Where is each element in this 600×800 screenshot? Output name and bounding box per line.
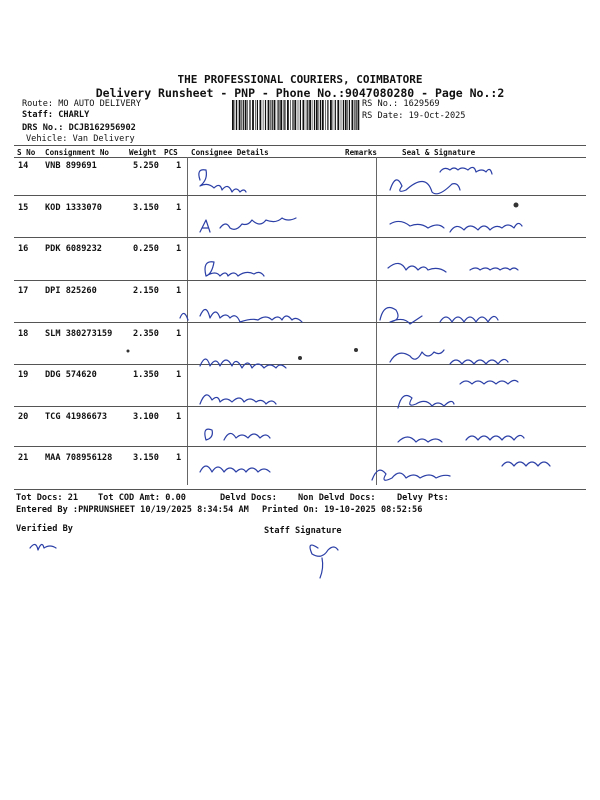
row-consignment: DPI 825260: [45, 286, 97, 296]
route-label: Route: MO AUTO DELIVERY: [22, 99, 141, 109]
printed-on: Printed On: 19-10-2025 08:52:56: [262, 505, 423, 515]
row-weight: 0.250: [133, 244, 159, 254]
total-docs: Tot Docs: 21: [16, 493, 79, 503]
row-pcs: 1: [176, 203, 182, 213]
row-pcs: 1: [176, 370, 182, 380]
row-weight: 1.350: [133, 370, 159, 380]
row-sno: 14: [18, 161, 29, 171]
row-weight: 2.150: [133, 286, 159, 296]
entered-by: Entered By :PNPRUNSHEET 10/19/2025 8:34:54 AM: [16, 505, 249, 515]
total-cod: Tot COD Amt: 0.00: [98, 493, 186, 503]
row-pcs: 1: [176, 453, 182, 463]
row-weight: 3.150: [133, 453, 159, 463]
row-sno: 19: [18, 370, 29, 380]
row-consignment: PDK 6089232: [45, 244, 102, 254]
row-consignment: MAA 708956128: [45, 453, 113, 463]
rs-number: RS No.: 1629569: [362, 99, 440, 109]
row-pcs: 1: [176, 161, 182, 171]
row-consignment: KOD 1333070: [45, 203, 102, 213]
row-sno: 21: [18, 453, 29, 463]
row-weight: 5.250: [133, 161, 159, 171]
col-header-sno: S No: [17, 148, 36, 157]
row-consignment: SLM 380273159: [45, 329, 113, 339]
delivery-points: Delvy Pts:: [397, 493, 449, 503]
rs-date: RS Date: 19-Oct-2025: [362, 111, 466, 121]
row-weight: 3.100: [133, 412, 159, 422]
vehicle-label: Vehicle: Van Delivery: [26, 134, 135, 144]
row-weight: 2.350: [133, 329, 159, 339]
row-sno: 15: [18, 203, 29, 213]
delivered-docs: Delvd Docs:: [220, 493, 277, 503]
col-header-pcs: PCS: [164, 148, 178, 157]
row-pcs: 1: [176, 244, 182, 254]
drs-number: DRS No.: DCJB162956902: [22, 123, 136, 133]
row-sno: 17: [18, 286, 29, 296]
col-header-consignment: Consignment No: [45, 148, 110, 157]
company-name: THE PROFESSIONAL COURIERS, COIMBATORE: [177, 73, 423, 86]
staff-label: Staff: CHARLY: [22, 110, 90, 120]
runsheet-title: Delivery Runsheet - PNP - Phone No.:9047080280 - Page No.:2: [95, 86, 505, 100]
row-pcs: 1: [176, 286, 182, 296]
row-weight: 3.150: [133, 203, 159, 213]
row-sno: 18: [18, 329, 29, 339]
staff-signature: Staff Signature: [264, 526, 342, 536]
row-pcs: 1: [176, 412, 182, 422]
row-pcs: 1: [176, 329, 182, 339]
row-consignment: TCG 41986673: [45, 412, 108, 422]
col-header-consignee: Consignee Details: [191, 148, 269, 157]
col-header-remarks: Remarks: [345, 148, 378, 157]
non-delivered-docs: Non Delvd Docs:: [298, 493, 376, 503]
row-sno: 20: [18, 412, 29, 422]
verified-by: Verified By: [16, 524, 73, 534]
col-header-weight: Weight: [129, 148, 157, 157]
row-consignment: VNB 899691: [45, 161, 97, 171]
row-consignment: DDG 574620: [45, 370, 97, 380]
row-sno: 16: [18, 244, 29, 254]
col-header-seal: Seal & Signature: [402, 148, 476, 157]
